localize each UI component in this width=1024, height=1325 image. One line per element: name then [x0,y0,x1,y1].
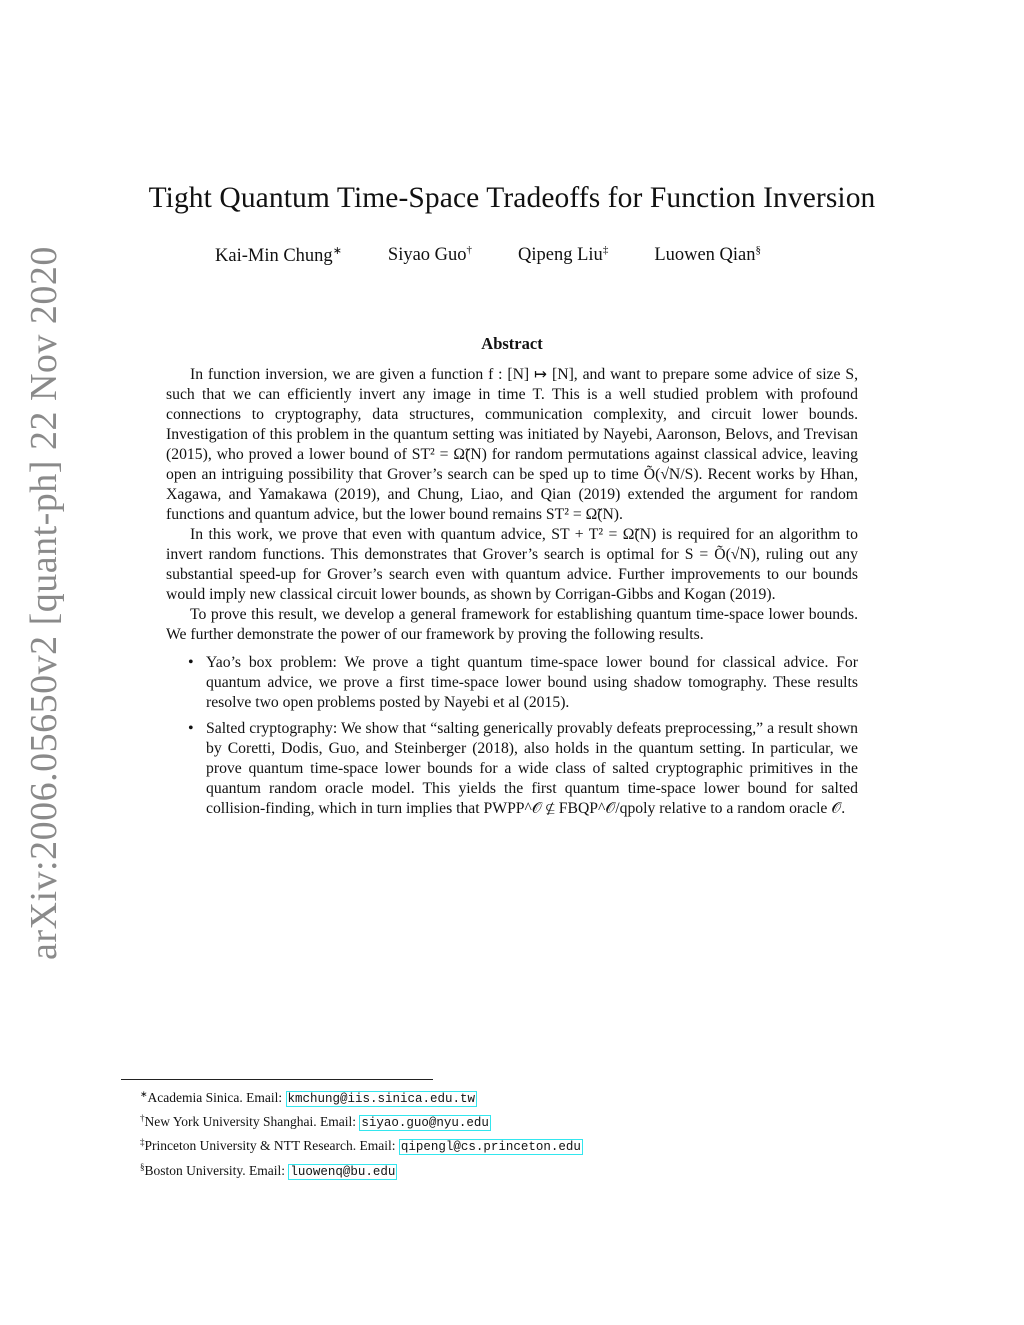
results-list-item: • Yao’s box problem: We prove a tight quantum time-space lower bound for classical advice. For quantum advice, we prove a first time-space lower bound using shadow tomography. These results resolve two open problems posted by Nayebi et al (2015). [206,653,858,713]
abstract-body [166,365,858,825]
author: Siyao Guo† [387,244,473,265]
abstract-paragraph: In this work, we prove that even with quantum advice, ST + T² = Ω̃(N) is required for an algorithm to invert random functions. This demonstrates that Grover’s search is optimal for S = Õ(√N), ruling out any substantial speed-up for Grover’s search even with quantum advice. Further improvements to our bounds would imply new classical circuit lower bounds, as shown by Corrigan-Gibbs and Kogan (2019). [166,526,858,603]
abstract-heading: Abstract [481,334,543,353]
author-list [215,244,855,267]
email-link[interactable]: luowenq@bu.edu [290,1164,396,1179]
arxiv-identifier-stamp: arXiv:2006.05650v2 [quant-ph] 22 Nov 2020 [23,246,65,960]
footnote: †New York University Shanghai. Email: siyao.guo@nyu.edu [140,1113,489,1131]
paper-title: Tight Quantum Time-Space Tradeoffs for Function Inversion [148,182,876,214]
abstract-paragraph: To prove this result, we develop a general framework for establishing quantum time-space lower bounds. We further demonstrate the power of our framework by proving the following results. [166,606,858,643]
footnote: ∗Academia Sinica. Email: kmchung@iis.sinica.edu.tw [140,1089,476,1106]
email-link[interactable]: kmchung@iis.sinica.edu.tw [287,1092,476,1106]
footnote: ‡Princeton University & NTT Research. Email: qipengl@cs.princeton.edu [140,1137,581,1155]
author: Kai-Min Chung∗ [215,245,342,266]
footnote-divider [121,1079,433,1080]
footnotes [140,1085,583,1182]
author: Luowen Qian§ [654,244,762,265]
abstract-paragraph: In function inversion, we are given a function f : [N] ↦ [N], and want to prepare some advice of size S, such that we can efficiently invert any image in time T. This is a well studied problem with profound connections to cryptography, data structures, communication complexity, and circuit lower bounds. Investigation of this problem in the quantum setting was initiated by Nayebi, Aaronson, Belovs, and Trevisan (2015), who proved a lower bound of ST² = Ω̃(N) for random permutations against classical advice, leaving open an intriguing possibility that Grover’s search can be sped up to time Õ(√N/S). Recent works by Hhan, Xagawa, and Yamakawa (2019), and Chung, Liao, and Qian (2019) extended the argument for random functions and quantum advice, but the lower bound remains ST² = Ω̃(N). [166,366,858,523]
email-link[interactable]: siyao.guo@nyu.edu [361,1116,489,1131]
results-list-item: • Salted cryptography: We show that “salting generically provably defeats preprocessing,” a result shown by Coretti, Dodis, Guo, and Steinberger (2018), also holds in the quantum setting. In particular, we prove quantum time-space lower bounds for a wide class of salted cryptographic primitives in the quantum random oracle model. This yields the first quantum time-space lower bound for salted collision-finding, which in turn implies that PWPP^𝒪 ⊈ FBQP^𝒪/qpoly relative to a random oracle 𝒪. [206,719,858,819]
email-link[interactable]: qipengl@cs.princeton.edu [400,1140,581,1155]
results-list [166,653,858,819]
footnote: §Boston University. Email: luowenq@bu.edu [140,1161,396,1179]
author: Qipeng Liu‡ [518,244,609,265]
